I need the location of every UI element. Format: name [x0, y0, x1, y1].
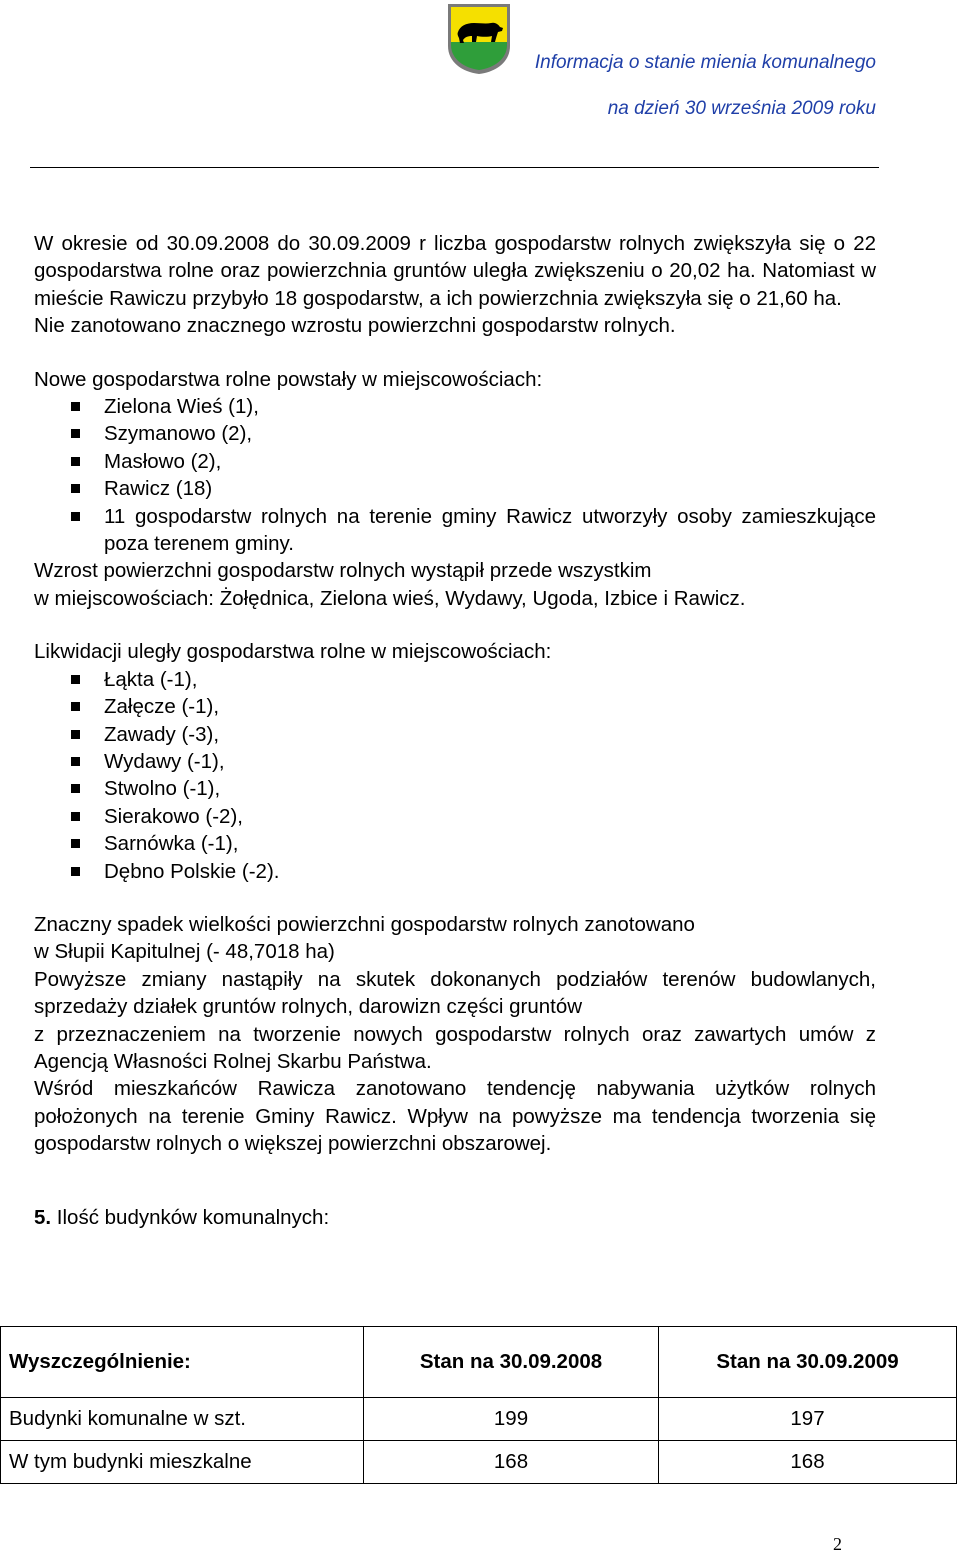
section-5-title [34, 1204, 876, 1231]
liquidated-list [34, 666, 876, 885]
intro-note: Nie zanotowano znacznego wzrostu powierzchni gospodarstw rolnych. [34, 314, 676, 338]
square-bullet-icon [71, 457, 80, 466]
section-title-text: Ilość budynków komunalnych: [51, 1205, 330, 1229]
table-row [1, 1398, 957, 1441]
table-cell: Budynki komunalne w szt. [1, 1398, 364, 1441]
list-item: 11 gospodarstw rolnych na terenie gminy Rawicz utworzyły osoby zamieszkujące poza terenem gminy. [34, 503, 876, 558]
table-cell: 197 [659, 1398, 957, 1441]
square-bullet-icon [71, 867, 80, 876]
page-header [0, 0, 960, 170]
spacer [34, 612, 876, 638]
list-item: Dębno Polskie (-2). [34, 858, 876, 885]
square-bullet-icon [71, 675, 80, 684]
list-item: Załęcze (-1), [34, 693, 876, 720]
square-bullet-icon [71, 429, 80, 438]
section-number: 5. [34, 1205, 52, 1229]
new-farms-heading: Nowe gospodarstwa rolne powstały w miejscowościach: [34, 367, 543, 391]
decrease-line-2: w Słupii Kapitulnej (- 48,7018 ha) [34, 940, 335, 964]
table-header-cell: Stan na 30.09.2009 [659, 1327, 957, 1398]
page-number: 2 [833, 1534, 842, 1554]
table-header-row [1, 1327, 957, 1398]
growth-line-2: w miejscowościach: Żołędnica, Zielona wieś, Wydawy, Ugoda, Izbice i Rawicz. [34, 586, 746, 610]
square-bullet-icon [71, 839, 80, 848]
table-cell: 168 [659, 1441, 957, 1484]
header-divider [30, 167, 879, 168]
square-bullet-icon [71, 512, 80, 521]
square-bullet-icon [71, 812, 80, 821]
spacer [34, 340, 876, 366]
table-cell: W tym budynki mieszkalne [1, 1441, 364, 1484]
table-header-cell: Wyszczególnienie: [1, 1327, 364, 1398]
list-item: Łąkta (-1), [34, 666, 876, 693]
table-row [1, 1441, 957, 1484]
spacer [34, 1158, 876, 1204]
list-item: Masłowo (2), [34, 448, 876, 475]
intro-paragraph: W okresie od 30.09.2008 do 30.09.2009 r liczba gospodarstw rolnych zwiększyła się o 22 gospodarstwa rolne oraz powierzchnia gruntów uległa zwiększeniu o 20,02 ha. Natomiast w mieście Rawiczu przybyło 18 gospodarstw, a ich powierzchnia zwiększyła się o 21,60 ha. [34, 232, 876, 310]
square-bullet-icon [71, 730, 80, 739]
liquidated-heading: Likwidacji uległy gospodarstwa rolne w miejscowościach: [34, 640, 552, 664]
document-title: Informacja o stanie mienia komunalnego [534, 52, 876, 73]
list-item: Szymanowo (2), [34, 420, 876, 447]
table-cell: 168 [364, 1441, 659, 1484]
coat-of-arms-bear-icon [446, 2, 512, 76]
square-bullet-icon [71, 757, 80, 766]
decrease-line-1: Znaczny spadek wielkości powierzchni gospodarstw rolnych zanotowano [34, 912, 695, 936]
spacer [34, 885, 876, 911]
list-item: Sierakowo (-2), [34, 803, 876, 830]
list-item: Rawicz (18) [34, 475, 876, 502]
square-bullet-icon [71, 784, 80, 793]
decrease-paragraph-2: z przeznaczeniem na tworzenie nowych gospodarstw rolnych oraz zawartych umów z Agencją Własności Rolnej Skarbu Państwa. [34, 1022, 876, 1073]
document-body [34, 230, 876, 1231]
table-cell: 199 [364, 1398, 659, 1441]
table-header-cell: Stan na 30.09.2008 [364, 1327, 659, 1398]
buildings-table [0, 1326, 957, 1484]
square-bullet-icon [71, 702, 80, 711]
list-item: Wydawy (-1), [34, 748, 876, 775]
square-bullet-icon [71, 402, 80, 411]
list-item: Sarnówka (-1), [34, 830, 876, 857]
document-date: na dzień 30 września 2009 roku [607, 98, 876, 119]
list-item: Zielona Wieś (1), [34, 393, 876, 420]
growth-line-1: Wzrost powierzchni gospodarstw rolnych wystąpił przede wszystkim [34, 559, 652, 583]
square-bullet-icon [71, 484, 80, 493]
new-farms-list [34, 393, 876, 557]
decrease-paragraph-1: Powyższe zmiany nastąpiły na skutek dokonanych podziałów terenów budowlanych, sprzedaży działek gruntów rolnych, darowizn części gruntów [34, 967, 876, 1019]
list-item: Zawady (-3), [34, 721, 876, 748]
list-item: Stwolno (-1), [34, 775, 876, 802]
decrease-paragraph-3: Wśród mieszkańców Rawicza zanotowano tendencję nabywania użytków rolnych położonych na terenie Gminy Rawicz. Wpływ na powyższe ma tendencja tworzenia się gospodarstw rolnych o większej powierzchni obszarowej. [34, 1077, 876, 1156]
